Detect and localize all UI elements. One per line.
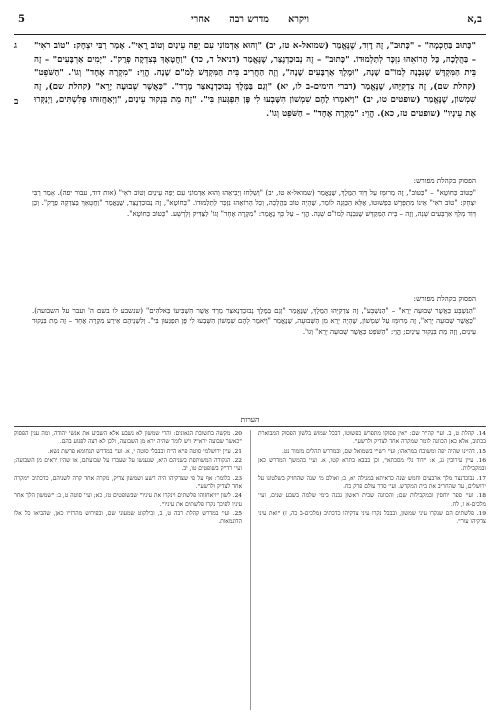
header-divider <box>14 34 486 35</box>
footnote: 23. כלומר: אף על פי שצדקיהו היה רשע ושמשון צדיק, מקרה אחד קרה לשניהם, כדכתיב "מקרה אחד לצדיק ולרשע". <box>14 475 242 491</box>
chapter-label: ב,א <box>467 14 482 25</box>
notes-divider <box>14 426 486 427</box>
midrash-main-text: "כָּתוּב בַּחָכְמָה" - "כָּתוּב", זֶה דָוִד, שֶׁנֶּאֱמַר (שמואל-א טז, יב) "וְהוּא אַדְמוֹנִי עִם יְפֵה עֵינַיִם וְטוֹב רֳאִי". אָמַר רַבִּי יִצְחָק: "טוֹב רֹאִי" – בַּהֲלָכָה, כָּל הָרוֹאֵהוּ נִזְכָּר לְתַלְמוּדוֹ. "כָּתוּב" – זֶה נְבוּכַדְנֶצַּר, שֶׁנֶּאֱמַר (דניאל ד, כד) "וַחֲטָאָךְ בְּצִדְקָה פְרֻק". "יָמִים אַרְבָּעִים" – זֶה בֵּית הַמִּקְדָּשׁ שֶׁנִּבְנָה לְמוֹ"ם שָׁנָה, "וּמֶלֶךְ אַרְבָּעִים שָׁנָה", וְזֶה הַחֲרִיב בֵּית הַמִּקְדָּשׁ לְמ"ם שָׁנָה. הֱוֵי: "מִקְרֶה אֶחָד" וְגוֹ'. "הַשֹּׁפֵט" (קהלת שם), זֶה צִדְקִיָּהוּ, שֶׁנֶּאֱמַר (דברי הימים-ב לו, יא) "וְגַם בַּמֶּלֶךְ נְבוּכַדְנֶאצַּר מָרָד". "כַּאֲשֶׁר שְׁבוּעָה יָרֵא" (קהלת שם), זֶה שִׁמְשׁוֹן, שֶׁנֶּאֱמַר (שופטים טו, יב) "וַיֹּאמְרוּ לָהֶם שִׁמְשׁוֹן הִשָּׁבְעוּ לִי פֶּן תִּפְגְּעוּן בִּי". "זֶה מֵת בִּנְקוּר עֵינַיִם, "וַיְאַחֲזוּהוּ פְלִשְׁתִּים, וַיְנַקְּרוּ אֶת עֵינָיו" (שופטים טז, כא). הֱוֵי: "מִקְרֶה אֶחָד" – הַשֹּׁפֵט וְגוֹ'. <box>34 41 476 119</box>
footnote: 15. דהיינו שהיה יפה ומשובח במראהו; ועי' רש"י בשמואל שם, ובמדרש תהלים מזמור נט. <box>281 448 486 455</box>
notes-heading: הערות <box>240 415 260 424</box>
header-work: מדרש רבה <box>229 14 269 25</box>
footnote: 20. מקשה בתשובת הגאונים: והרי שמשון לא נשבע אלא השביע את אנשי יהודה, ומה ענין הפסוק "כאשר שבועה ירא"? ויש לומר שהיה ירא מן השבועה, ולכן לא רצה לפגוע בהם. <box>14 431 242 446</box>
header-parasha: אחרי <box>191 14 210 25</box>
footnote: 16. עיין עירובין נג, א: "דוד גלי מסכתא", וכן בבבא בתרא קטו, א. ועי' בהמשך המדרש כאן ובמקבילות. <box>258 458 486 473</box>
commentary-title: הפסוק בקהלת מפורש: <box>413 294 476 303</box>
notes-column-right <box>258 430 486 710</box>
margin-letter: ב <box>14 97 19 107</box>
footnote: 24. לשון "ויאחזוהו פלשתים וינקרו את עיניו" שבשופטים טז, כא; ועי' סוטה ט, ב: "שמשון הלך אחר עיניו לפיכך נקרו פלשתים את עיניו". <box>14 493 242 508</box>
header-titles <box>14 14 486 25</box>
footnote: 19. פלשתים הם שנקרו עיני שמשון, ובבבל נקרו עיני צדקיהו כדכתיב (מלכים-ב כה, ז) "ואת עיני צדקיהו עור". <box>258 511 486 526</box>
page-number: 5 <box>18 14 25 25</box>
footnote: 18. ועי' ספר יוחסין ובמקבילות שם; והכוונה שבית ראשון נבנה בימי שלמה בשבע שנים, ועי' מלכים-א ו, לח. <box>258 493 486 508</box>
commentary-title: הפסוק בקהלת מפורש: <box>413 176 476 185</box>
footnote: 14. קהלת ט, ב. ועי' קה"ר שם: "אין פסוקו מתפרש כפשוטו, דבכל שמוש בלשון הפסוק המבוארת בכתוב, אלא כאן הכוונה לומר שמקרה אחד לצדיק ולרשע". <box>258 431 486 446</box>
page <box>14 8 486 712</box>
header-book: ויקרא <box>288 14 309 25</box>
commentary-body: "הַנִּשְׁבָּע כַּאֲשֶׁר שְׁבוּעָה יָרֵא" – "הַנִּשְׁבָּע", זֶה צִדְקִיָּהוּ הַמֶּלֶךְ, שֶׁנֶּאֱמַר "וְגַם בַּמֶּלֶךְ נְבוּכַדְנֶאצַּר מָרָד אֲשֶׁר הִשְׁבִּיעוֹ בֵּאלֹהִים" (שנשבע לו בשם ה' ועבר על השבועה). "כַּאֲשֶׁר שְׁבוּעָה יָרֵא", זֶה מְרוּמָּז עַל שִׁמְשׁוֹן, שֶׁהָיָה יָרֵא מִן הַשְּׁבוּעָה, שֶׁנֶּאֱמַר "וַיֹּאמֶר לָהֶם שִׁמְשׁוֹן הִשָּׁבְעוּ לִי פֶּן תִּפְגְּעוּן בִּי". וְלִשְׁנֵיהֶם אֵירַע מִקְרֶה אֶחָד – זֶה מֵת בִּנְקוּר עֵינַיִם, וְזֶה מֵת בִּנְקוּר עֵינַיִם; הֱוֵי: "הַשֹּׁפֵט כַּאֲשֶׁר שְׁבוּעָה יָרֵא" וְגוֹ'. <box>32 306 476 336</box>
column-divider <box>250 430 251 710</box>
footnote: 25. ועי' במדרש קהלת רבה ט, ב, ובילקוט שמעוני שם, ובפירוש מהרז"ו כאן, שהביאו כל אלו הדוגמאות. <box>14 511 242 526</box>
footnote: 17. נבוכדנצר מלך ארבעים וחמש שנה כדאיתא במגילה יא, ב; ואולם מ' שנה שהחזיק בשלטונו על ירושלים, עד שהחריב את בית המקדש. ועי' סדר עולם פרק כח. <box>258 475 486 491</box>
commentary-section-1 <box>32 176 476 219</box>
running-header <box>14 8 486 36</box>
margin-letter: ג <box>14 41 17 51</box>
commentary-section-2 <box>32 294 476 337</box>
footnote: 22. הנקודה המשותפת בשניהם היא, שנענשו על שעברו על שבועתם, או שהיו יראים מן השבועה; ועי' רד"ק בשופטים טו, יב. <box>14 458 242 473</box>
notes-column-left <box>14 430 242 710</box>
footnote: 21. עיין ירושלמי סוטה פ"א ה"ח ובבבלי סוטה י, א. ועי' במדרש תנחומא פרשת נשא. <box>47 448 242 455</box>
commentary-body: "כַּטּוֹב כַּחוֹטֶא" – "כַּטּוֹב", זֶה מְרוּמָּז עַל דָּוִד הַמֶּלֶךְ, שֶׁנֶּאֱמַר (שמואל-א טז, יב) "וְשִׁלְחוּ וַיְבִיאֵהוּ וְהוּא אַדְמוֹנִי עִם יְפֵה עֵינַיִם וְטוֹב רֹאִי" (אות דוד, עבור יפה). אָמַר רַבִּי יִצְחָק: "טוֹב רֹאִי" אֵינוֹ מִתְפָּרֵשׁ כִּפְשׁוּטוֹ, אֶלָּא הַכַּוָּנָה לוֹמַר, שֶׁהָיָה טוֹב בַּהֲלָכָה, וְכָל הָרוֹאֵהוּ נִזְכָּר לְתַלְמוּדוֹ. "כַּחוֹטֶא", זֶה נְבוּכַדְנֶצַּר, שֶׁנֶּאֱמַר "וַחֲטָאָךְ בְּצִדְקָה פְרֻק". וְכֵן דָּוִד מָלַךְ אַרְבָּעִים שָׁנָה, וְזֶה – בֵּית הַמִּקְדָּשׁ שֶׁנִּבְנָה לְמוֹ"ם שָׁנָה. הֱוֵי – עַל כָּךְ נֶאֱמַר: "מִקְרֶה אֶחָד" וְגוֹ' לַצַּדִּיק וְלָרָשָׁע. "כַּטּוֹב כַּחוֹטֶא". <box>32 188 476 218</box>
